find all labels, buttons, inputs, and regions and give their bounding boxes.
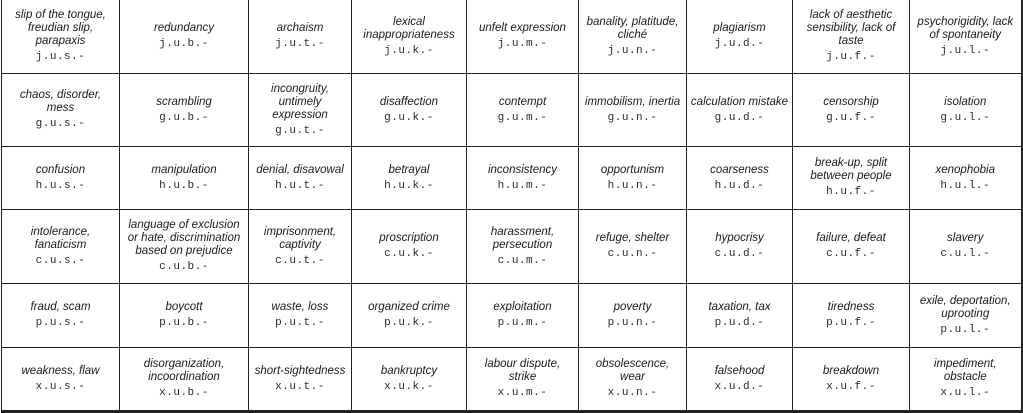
cell-code: c.u.b.- bbox=[159, 261, 209, 273]
cell-term: fraud, scam bbox=[30, 301, 91, 313]
table-cell bbox=[120, 210, 249, 284]
table-cell bbox=[793, 210, 910, 284]
cell-term: taxation, tax bbox=[708, 301, 771, 313]
cell-code: p.u.m.- bbox=[497, 317, 548, 329]
cell-term: coarseness bbox=[710, 163, 769, 176]
cell-code: j.u.f.- bbox=[826, 51, 876, 63]
table-cell bbox=[579, 74, 687, 147]
table-cell bbox=[793, 147, 910, 210]
cell-code: p.u.t.- bbox=[275, 317, 325, 329]
cell-code: j.u.k.- bbox=[384, 44, 434, 57]
cell-code: g.u.t.- bbox=[275, 124, 325, 137]
table-cell bbox=[249, 348, 352, 412]
cell-term: short-sightedness bbox=[254, 364, 346, 377]
table-cell bbox=[2, 210, 120, 284]
table-cell bbox=[2, 348, 120, 412]
table-cell bbox=[352, 210, 467, 284]
cell-term: poverty bbox=[613, 301, 652, 313]
cell-code: p.u.b.- bbox=[159, 317, 209, 329]
cell-code: x.u.d.- bbox=[714, 380, 765, 393]
cell-term: falsehood bbox=[714, 364, 765, 377]
table-cell bbox=[687, 74, 793, 147]
cell-code: x.u.t.- bbox=[275, 380, 325, 393]
cell-term: confusion bbox=[35, 163, 86, 176]
cell-term: isolation bbox=[944, 95, 987, 108]
table-cell bbox=[687, 0, 793, 74]
table-cell bbox=[249, 147, 352, 210]
cell-term: obsolescence, wear bbox=[595, 358, 670, 383]
cell-code: g.u.s.- bbox=[35, 118, 86, 130]
cell-term: organized crime bbox=[368, 301, 450, 313]
cell-term: opportunism bbox=[600, 163, 665, 176]
cell-code: g.u.d.- bbox=[714, 111, 765, 124]
cell-term: chaos, disorder, mess bbox=[19, 89, 102, 114]
cell-code: p.u.n.- bbox=[607, 317, 658, 329]
table-cell bbox=[467, 210, 579, 284]
cell-code: p.u.l.- bbox=[940, 323, 991, 336]
table-row bbox=[2, 147, 1022, 210]
table-cell bbox=[467, 0, 579, 74]
table-cell bbox=[579, 147, 687, 210]
cell-code: g.u.f.- bbox=[826, 111, 876, 124]
table-cell bbox=[910, 0, 1022, 74]
cell-code: j.u.t.- bbox=[275, 38, 325, 50]
cell-term: imprisonment, captivity bbox=[263, 225, 337, 251]
cell-term: plagiarism bbox=[713, 22, 766, 34]
table-cell bbox=[2, 147, 120, 210]
cell-code: p.u.s.- bbox=[35, 317, 86, 329]
table-cell bbox=[579, 0, 687, 74]
cell-term: censorship bbox=[823, 95, 879, 108]
cell-term: proscription bbox=[379, 232, 439, 244]
table-cell bbox=[687, 147, 793, 210]
table-body bbox=[2, 0, 1022, 412]
cell-code: h.u.t.- bbox=[275, 179, 325, 192]
cell-term: denial, disavowal bbox=[256, 163, 344, 176]
cell-term: disorganization, incoordination bbox=[143, 358, 225, 383]
table-cell bbox=[249, 210, 352, 284]
table-cell bbox=[249, 284, 352, 348]
table-row bbox=[2, 210, 1022, 284]
cell-term: slip of the tongue, freudian slip, parapaxis bbox=[15, 9, 106, 47]
table-cell bbox=[2, 74, 120, 147]
table-cell bbox=[910, 147, 1022, 210]
cell-code: c.u.k.- bbox=[384, 248, 434, 260]
cell-code: p.u.k.- bbox=[384, 317, 434, 329]
cell-code: h.u.l.- bbox=[940, 179, 991, 192]
cell-code: j.u.b.- bbox=[159, 38, 209, 50]
cell-term: waste, loss bbox=[271, 301, 329, 313]
cell-code: x.u.s.- bbox=[35, 380, 86, 393]
table-cell bbox=[249, 74, 352, 147]
cell-term: lack of aesthetic sensibility, lack of taste bbox=[806, 9, 896, 47]
cell-term: inconsistency bbox=[487, 163, 558, 176]
table-cell bbox=[793, 284, 910, 348]
cell-term: contempt bbox=[498, 95, 547, 108]
table-cell bbox=[579, 210, 687, 284]
table-row bbox=[2, 74, 1022, 147]
table-cell bbox=[120, 147, 249, 210]
cell-code: p.u.d.- bbox=[714, 317, 765, 329]
cell-term: unfelt expression bbox=[479, 22, 566, 34]
cell-term: lexical inappropriateness bbox=[363, 15, 455, 41]
cell-term: scrambling bbox=[156, 95, 212, 108]
table-cell bbox=[120, 284, 249, 348]
table-cell bbox=[910, 348, 1022, 412]
cell-code: h.u.n.- bbox=[607, 179, 658, 192]
cell-term: psychorigidity, lack of spontaneity bbox=[917, 15, 1014, 41]
cell-term: weakness, flaw bbox=[21, 364, 100, 377]
table-row bbox=[2, 348, 1022, 412]
table-cell bbox=[467, 147, 579, 210]
cell-code: c.u.s.- bbox=[35, 254, 86, 267]
table-cell bbox=[249, 0, 352, 74]
cell-term: incongruity, untimely expression bbox=[271, 82, 329, 121]
cell-code: j.u.d.- bbox=[714, 38, 765, 50]
cell-term: calculation mistake bbox=[690, 95, 789, 108]
table-cell bbox=[467, 284, 579, 348]
table-cell bbox=[352, 0, 467, 74]
cell-term: exile, deportation, uprooting bbox=[919, 294, 1011, 320]
table-cell bbox=[579, 284, 687, 348]
cell-code: x.u.f.- bbox=[826, 380, 876, 393]
table-cell bbox=[120, 0, 249, 74]
cell-term: failure, defeat bbox=[816, 232, 886, 244]
table-cell bbox=[352, 74, 467, 147]
cell-term: manipulation bbox=[151, 163, 217, 176]
cell-term: archaism bbox=[276, 22, 324, 34]
table-cell bbox=[120, 74, 249, 147]
cell-code: c.u.m.- bbox=[497, 254, 548, 267]
cell-code: h.u.k.- bbox=[384, 179, 434, 192]
cell-term: breakdown bbox=[822, 364, 880, 377]
cell-code: j.u.l.- bbox=[940, 44, 991, 57]
cell-term: labour dispute, strike bbox=[484, 358, 561, 383]
cell-code: x.u.l.- bbox=[940, 387, 991, 399]
table-row bbox=[2, 0, 1022, 74]
cell-code: c.u.f.- bbox=[826, 248, 876, 260]
cell-term: disaffection bbox=[379, 95, 439, 108]
cell-code: j.u.n.- bbox=[607, 44, 658, 57]
cell-code: x.u.b.- bbox=[159, 387, 209, 399]
cell-term: slavery bbox=[947, 232, 984, 244]
cell-term: exploitation bbox=[493, 301, 552, 313]
cell-code: g.u.n.- bbox=[607, 111, 658, 124]
cell-code: h.u.m.- bbox=[497, 179, 548, 192]
cell-term: betrayal bbox=[388, 163, 430, 176]
cell-term: intolerance, fanaticism bbox=[30, 225, 91, 251]
cell-code: g.u.m.- bbox=[497, 111, 548, 124]
cell-term: harassment, persecution bbox=[490, 225, 555, 251]
table-cell bbox=[2, 0, 120, 74]
cell-code: h.u.d.- bbox=[714, 179, 765, 192]
cell-code: c.u.d.- bbox=[714, 248, 765, 260]
term-code-table bbox=[1, 0, 1023, 413]
table-cell bbox=[467, 348, 579, 412]
cell-code: c.u.t.- bbox=[275, 254, 325, 267]
table-cell bbox=[352, 348, 467, 412]
table-cell bbox=[120, 348, 249, 412]
cell-code: g.u.l.- bbox=[940, 111, 991, 124]
table-cell bbox=[687, 348, 793, 412]
cell-code: j.u.s.- bbox=[35, 51, 86, 63]
table-row bbox=[2, 284, 1022, 348]
cell-code: x.u.m.- bbox=[497, 387, 548, 399]
cell-term: redundancy bbox=[153, 22, 215, 34]
cell-term: xenophobia bbox=[935, 163, 995, 176]
table-cell bbox=[352, 284, 467, 348]
cell-term: impediment, obstacle bbox=[933, 358, 997, 383]
table-cell bbox=[2, 284, 120, 348]
table-cell bbox=[687, 210, 793, 284]
cell-code: x.u.k.- bbox=[384, 380, 434, 393]
cell-code: c.u.l.- bbox=[940, 248, 991, 260]
cell-term: refuge, shelter bbox=[595, 232, 670, 244]
cell-term: tiredness bbox=[827, 301, 875, 313]
cell-code: x.u.n.- bbox=[607, 387, 658, 399]
table-cell bbox=[793, 348, 910, 412]
cell-term: bankruptcy bbox=[380, 364, 438, 377]
cell-term: language of exclusion or hate, discrimination based on prejudice bbox=[127, 219, 241, 257]
cell-code: h.u.s.- bbox=[35, 179, 86, 192]
cell-term: banality, platitude, cliché bbox=[586, 15, 679, 41]
cell-code: g.u.k.- bbox=[384, 111, 434, 124]
cell-code: p.u.f.- bbox=[826, 317, 876, 329]
table-cell bbox=[793, 74, 910, 147]
cell-code: c.u.n.- bbox=[607, 248, 658, 260]
cell-code: g.u.b.- bbox=[159, 111, 209, 124]
cell-term: immobilism, inertia bbox=[584, 95, 681, 108]
table-cell bbox=[352, 147, 467, 210]
cell-term: hypocrisy bbox=[715, 232, 764, 244]
table-cell bbox=[910, 284, 1022, 348]
table-cell bbox=[910, 74, 1022, 147]
cell-code: j.u.m.- bbox=[497, 38, 548, 50]
cell-term: break-up, split between people bbox=[810, 157, 892, 182]
table-cell bbox=[687, 284, 793, 348]
cell-term: boycott bbox=[165, 301, 203, 313]
cell-code: h.u.f.- bbox=[826, 186, 876, 198]
table-cell bbox=[793, 0, 910, 74]
cell-code: h.u.b.- bbox=[159, 179, 209, 192]
table-cell bbox=[910, 210, 1022, 284]
table-cell bbox=[467, 74, 579, 147]
table-cell bbox=[579, 348, 687, 412]
